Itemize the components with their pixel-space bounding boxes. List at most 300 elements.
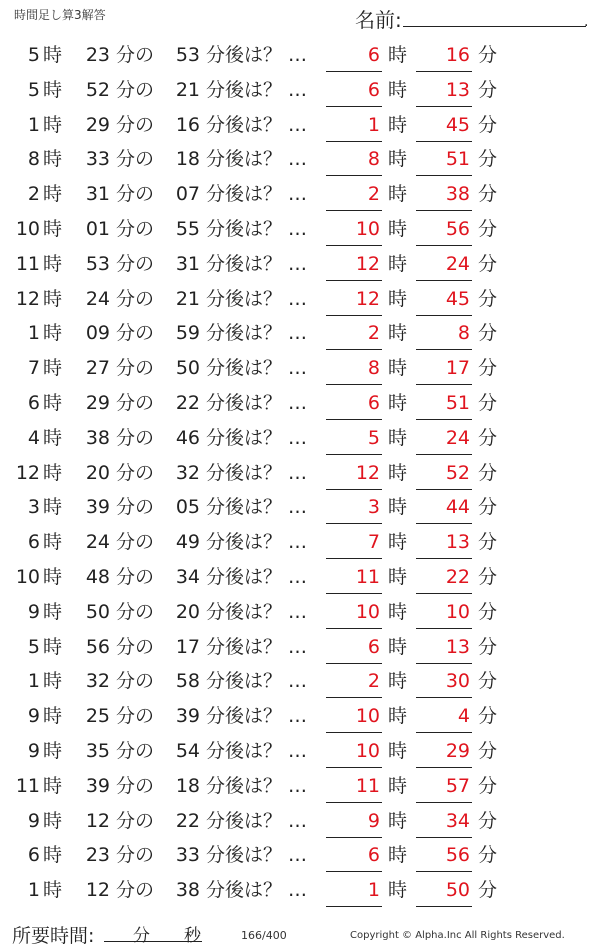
question-label: 分後は？ … — [206, 705, 308, 728]
answer-hour-unit: 時 — [388, 496, 408, 519]
start-hour: 6 — [27, 392, 40, 414]
problem-row — [0, 458, 600, 493]
problem-row — [0, 736, 600, 771]
answer-minute: 51 — [445, 148, 470, 171]
answer-minute-unit: 分 — [478, 879, 498, 902]
answer-minute-field[interactable] — [416, 210, 472, 211]
answer-hour-field[interactable] — [326, 837, 382, 838]
answer-minute: 56 — [445, 844, 470, 867]
start-hour: 12 — [15, 287, 40, 310]
start-hour: 4 — [27, 426, 40, 449]
answer-hour-field[interactable] — [326, 558, 382, 559]
answer-hour: 10 — [355, 740, 380, 762]
answer-minute: 24 — [445, 426, 470, 449]
answer-hour-field[interactable] — [326, 767, 382, 768]
answer-hour: 2 — [367, 670, 380, 693]
answer-hour-field[interactable] — [326, 210, 382, 211]
answer-hour-unit: 時 — [388, 322, 408, 345]
start-minute: 31 — [85, 183, 110, 206]
time-required-label: 所要時間: — [12, 925, 95, 947]
answer-hour-unit: 時 — [388, 566, 408, 588]
added-minutes: 20 — [175, 600, 200, 623]
answer-minute: 52 — [445, 461, 470, 484]
question-label: 分後は？ … — [206, 78, 308, 101]
answer-minute-field[interactable] — [416, 593, 472, 594]
minute-of-label: 分の — [116, 148, 155, 171]
answer-minute-field[interactable] — [416, 732, 472, 733]
start-minute: 24 — [85, 531, 110, 554]
answer-hour-field[interactable] — [326, 245, 382, 246]
answer-minute-field[interactable] — [416, 628, 472, 629]
added-minutes: 07 — [175, 183, 200, 206]
problem-row — [0, 701, 600, 736]
answer-hour-field[interactable] — [326, 141, 382, 142]
start-minute: 24 — [85, 287, 110, 310]
question-label: 分後は？ … — [206, 670, 308, 693]
answer-minute: 34 — [445, 809, 470, 832]
start-minute: 52 — [85, 78, 110, 101]
added-minutes: 46 — [175, 426, 200, 449]
added-minutes: 18 — [175, 774, 200, 797]
answer-hour-unit: 時 — [388, 740, 408, 762]
question-label: 分後は？ … — [206, 426, 308, 449]
answer-hour-unit: 時 — [388, 392, 408, 414]
answer-hour: 6 — [367, 392, 380, 414]
answer-hour-unit: 時 — [388, 287, 408, 310]
question-label: 分後は？ … — [206, 461, 308, 484]
hour-unit: 時 — [43, 148, 63, 171]
answer-hour-field[interactable] — [326, 175, 382, 176]
start-minute: 29 — [85, 392, 110, 414]
added-minutes: 54 — [175, 740, 200, 762]
start-minute: 56 — [85, 635, 110, 658]
answer-hour-unit: 時 — [388, 531, 408, 554]
answer-minute-field[interactable] — [416, 384, 472, 385]
answer-minute-unit: 分 — [478, 426, 498, 449]
start-minute: 09 — [85, 322, 110, 345]
answer-hour: 12 — [355, 287, 380, 310]
answer-minute: 44 — [445, 496, 470, 519]
question-label: 分後は？ … — [206, 809, 308, 832]
answer-hour-field[interactable] — [326, 697, 382, 698]
answer-minute-field[interactable] — [416, 906, 472, 907]
minute-of-label: 分の — [116, 496, 155, 519]
name-label: 名前: — [355, 8, 402, 32]
answer-minute: 13 — [445, 78, 470, 101]
question-label: 分後は？ … — [206, 357, 308, 380]
answer-hour-field[interactable] — [326, 906, 382, 907]
start-hour: 6 — [27, 531, 40, 554]
answer-hour-field[interactable] — [326, 454, 382, 455]
answer-minute-field[interactable] — [416, 454, 472, 455]
hour-unit: 時 — [43, 705, 63, 728]
problem-row — [0, 666, 600, 701]
answer-hour-field[interactable] — [326, 523, 382, 524]
answer-minute-field[interactable] — [416, 315, 472, 316]
problem-row — [0, 284, 600, 319]
answer-minute: 57 — [445, 774, 470, 797]
answer-hour-unit: 時 — [388, 461, 408, 484]
answer-hour-unit: 時 — [388, 78, 408, 101]
minute-of-label: 分の — [116, 774, 155, 797]
answer-minute-field[interactable] — [416, 558, 472, 559]
hour-unit: 時 — [43, 113, 63, 136]
answer-hour: 5 — [367, 426, 380, 449]
minute-of-label: 分の — [116, 78, 155, 101]
answer-hour-field[interactable] — [326, 628, 382, 629]
start-hour: 9 — [27, 740, 40, 762]
start-hour: 2 — [27, 183, 40, 206]
answer-hour: 6 — [367, 44, 380, 66]
answer-hour-unit: 時 — [388, 218, 408, 240]
answer-minute: 8 — [457, 322, 470, 345]
added-minutes: 59 — [175, 322, 200, 345]
answer-hour: 1 — [367, 113, 380, 136]
answer-minute-field[interactable] — [416, 141, 472, 142]
answer-hour-field[interactable] — [326, 732, 382, 733]
hour-unit: 時 — [43, 183, 63, 206]
answer-hour-field[interactable] — [326, 802, 382, 803]
copyright-notice: Copyright © Alpha.Inc All Rights Reserved. — [350, 930, 565, 941]
answer-minute: 38 — [445, 183, 470, 206]
answer-hour-unit: 時 — [388, 357, 408, 380]
hour-unit: 時 — [43, 844, 63, 867]
answer-minute: 10 — [445, 600, 470, 623]
answer-minute-unit: 分 — [478, 774, 498, 797]
answer-minute-unit: 分 — [478, 600, 498, 623]
answer-minute-unit: 分 — [478, 322, 498, 345]
question-label: 分後は？ … — [206, 148, 308, 171]
problem-row — [0, 353, 600, 388]
answer-minute-field[interactable] — [416, 245, 472, 246]
question-label: 分後は？ … — [206, 183, 308, 206]
answer-minute: 56 — [445, 218, 470, 240]
answer-hour-unit: 時 — [388, 670, 408, 693]
hour-unit: 時 — [43, 566, 63, 588]
answer-minute-unit: 分 — [478, 496, 498, 519]
answer-hour-unit: 時 — [388, 44, 408, 66]
answer-hour: 11 — [355, 566, 380, 588]
question-label: 分後は？ … — [206, 322, 308, 345]
answer-hour-field[interactable] — [326, 106, 382, 107]
answer-hour-field[interactable] — [326, 593, 382, 594]
added-minutes: 58 — [175, 670, 200, 693]
problem-row — [0, 75, 600, 110]
answer-hour-unit: 時 — [388, 183, 408, 206]
answer-minute: 13 — [445, 635, 470, 658]
start-hour: 5 — [27, 44, 40, 66]
answer-minute-field[interactable] — [416, 175, 472, 176]
added-minutes: 16 — [175, 113, 200, 136]
question-label: 分後は？ … — [206, 44, 308, 66]
hour-unit: 時 — [43, 879, 63, 902]
answer-hour-unit: 時 — [388, 600, 408, 623]
hour-unit: 時 — [43, 44, 63, 66]
question-label: 分後は？ … — [206, 218, 308, 240]
answer-hour: 10 — [355, 218, 380, 240]
page-number: 166/400 — [241, 929, 287, 942]
added-minutes: 18 — [175, 148, 200, 171]
start-hour: 9 — [27, 600, 40, 623]
time-minute-unit: 分 — [133, 926, 150, 946]
hour-unit: 時 — [43, 287, 63, 310]
answer-minute-unit: 分 — [478, 252, 498, 275]
question-label: 分後は？ … — [206, 774, 308, 797]
hour-unit: 時 — [43, 635, 63, 658]
answer-hour-unit: 時 — [388, 113, 408, 136]
answer-hour-field[interactable] — [326, 384, 382, 385]
answer-minute-unit: 分 — [478, 461, 498, 484]
answer-hour-unit: 時 — [388, 705, 408, 728]
answer-hour-field[interactable] — [326, 349, 382, 350]
answer-minute: 13 — [445, 531, 470, 554]
answer-minute-unit: 分 — [478, 809, 498, 832]
answer-hour: 1 — [367, 879, 380, 902]
start-minute: 25 — [85, 705, 110, 728]
added-minutes: 55 — [175, 218, 200, 240]
answer-hour: 6 — [367, 78, 380, 101]
added-minutes: 34 — [175, 566, 200, 588]
name-dot: . — [584, 14, 589, 30]
answer-hour: 6 — [367, 844, 380, 867]
added-minutes: 21 — [175, 78, 200, 101]
start-hour: 5 — [27, 78, 40, 101]
minute-of-label: 分の — [116, 670, 155, 693]
question-label: 分後は？ … — [206, 879, 308, 902]
answer-minute-unit: 分 — [478, 44, 498, 66]
answer-hour-field[interactable] — [326, 315, 382, 316]
answer-minute-field[interactable] — [416, 802, 472, 803]
answer-minute-unit: 分 — [478, 183, 498, 206]
answer-minute: 51 — [445, 392, 470, 414]
question-label: 分後は？ … — [206, 600, 308, 623]
name-field[interactable] — [403, 26, 586, 27]
start-hour: 9 — [27, 705, 40, 728]
answer-minute-field[interactable] — [416, 106, 472, 107]
problem-row — [0, 597, 600, 632]
start-hour: 11 — [15, 774, 40, 797]
minute-of-label: 分の — [116, 252, 155, 275]
minute-of-label: 分の — [116, 322, 155, 345]
start-hour: 10 — [15, 566, 40, 588]
hour-unit: 時 — [43, 357, 63, 380]
start-minute: 29 — [85, 113, 110, 136]
minute-of-label: 分の — [116, 392, 155, 414]
start-minute: 20 — [85, 461, 110, 484]
answer-hour: 12 — [355, 252, 380, 275]
hour-unit: 時 — [43, 218, 63, 240]
answer-minute-field[interactable] — [416, 837, 472, 838]
answer-hour-field[interactable] — [326, 419, 382, 420]
answer-minute-unit: 分 — [478, 740, 498, 762]
answer-minute: 22 — [445, 566, 470, 588]
added-minutes: 05 — [175, 496, 200, 519]
answer-minute-field[interactable] — [416, 663, 472, 664]
start-hour: 3 — [27, 496, 40, 519]
hour-unit: 時 — [43, 531, 63, 554]
answer-hour: 3 — [367, 496, 380, 519]
answer-minute: 30 — [445, 670, 470, 693]
answer-minute-field[interactable] — [416, 349, 472, 350]
answer-minute-field[interactable] — [416, 697, 472, 698]
minute-of-label: 分の — [116, 218, 155, 240]
start-hour: 11 — [15, 252, 40, 275]
start-minute: 01 — [85, 218, 110, 240]
answer-hour-field[interactable] — [326, 663, 382, 664]
question-label: 分後は？ … — [206, 740, 308, 762]
question-label: 分後は？ … — [206, 844, 308, 867]
minute-of-label: 分の — [116, 287, 155, 310]
answer-minute-field[interactable] — [416, 71, 472, 72]
answer-minute-unit: 分 — [478, 148, 498, 171]
question-label: 分後は？ … — [206, 566, 308, 588]
problem-row — [0, 527, 600, 562]
start-hour: 1 — [27, 113, 40, 136]
answer-minute-unit: 分 — [478, 357, 498, 380]
minute-of-label: 分の — [116, 426, 155, 449]
answer-minute-field[interactable] — [416, 523, 472, 524]
problem-row — [0, 875, 600, 910]
problem-row — [0, 632, 600, 667]
answer-minute-field[interactable] — [416, 489, 472, 490]
problem-row — [0, 806, 600, 841]
answer-minute-field[interactable] — [416, 871, 472, 872]
answer-hour-field[interactable] — [326, 280, 382, 281]
added-minutes: 22 — [175, 809, 200, 832]
added-minutes: 22 — [175, 392, 200, 414]
problem-row — [0, 388, 600, 423]
answer-minute-unit: 分 — [478, 218, 498, 240]
minute-of-label: 分の — [116, 531, 155, 554]
start-hour: 1 — [27, 879, 40, 902]
hour-unit: 時 — [43, 740, 63, 762]
minute-of-label: 分の — [116, 879, 155, 902]
answer-minute: 45 — [445, 287, 470, 310]
problem-row — [0, 249, 600, 284]
answer-minute-unit: 分 — [478, 287, 498, 310]
answer-hour-unit: 時 — [388, 426, 408, 449]
start-minute: 32 — [85, 670, 110, 693]
answer-minute-unit: 分 — [478, 78, 498, 101]
start-hour: 8 — [27, 148, 40, 171]
start-hour: 7 — [27, 357, 40, 380]
answer-hour: 6 — [367, 635, 380, 658]
hour-unit: 時 — [43, 426, 63, 449]
start-hour: 1 — [27, 322, 40, 345]
start-minute: 12 — [85, 809, 110, 832]
start-hour: 12 — [15, 461, 40, 484]
answer-hour-unit: 時 — [388, 844, 408, 867]
answer-minute-unit: 分 — [478, 670, 498, 693]
start-minute: 23 — [85, 44, 110, 66]
start-minute: 39 — [85, 774, 110, 797]
answer-hour-field[interactable] — [326, 71, 382, 72]
question-label: 分後は？ … — [206, 113, 308, 136]
problem-row — [0, 423, 600, 458]
minute-of-label: 分の — [116, 844, 155, 867]
answer-hour-field[interactable] — [326, 871, 382, 872]
answer-hour: 12 — [355, 461, 380, 484]
question-label: 分後は？ … — [206, 392, 308, 414]
minute-of-label: 分の — [116, 809, 155, 832]
added-minutes: 49 — [175, 531, 200, 554]
answer-hour: 8 — [367, 148, 380, 171]
added-minutes: 32 — [175, 461, 200, 484]
answer-minute: 29 — [445, 740, 470, 762]
start-minute: 38 — [85, 426, 110, 449]
start-minute: 39 — [85, 496, 110, 519]
hour-unit: 時 — [43, 670, 63, 693]
answer-hour: 2 — [367, 322, 380, 345]
answer-minute-field[interactable] — [416, 280, 472, 281]
hour-unit: 時 — [43, 322, 63, 345]
problem-row — [0, 40, 600, 75]
answer-minute-field[interactable] — [416, 767, 472, 768]
hour-unit: 時 — [43, 774, 63, 797]
question-label: 分後は？ … — [206, 496, 308, 519]
answer-minute-unit: 分 — [478, 635, 498, 658]
problem-row — [0, 492, 600, 527]
added-minutes: 31 — [175, 252, 200, 275]
minute-of-label: 分の — [116, 183, 155, 206]
answer-hour: 7 — [367, 531, 380, 554]
start-hour: 10 — [15, 218, 40, 240]
answer-hour-unit: 時 — [388, 148, 408, 171]
start-minute: 50 — [85, 600, 110, 623]
start-minute: 23 — [85, 844, 110, 867]
added-minutes: 33 — [175, 844, 200, 867]
minute-of-label: 分の — [116, 705, 155, 728]
hour-unit: 時 — [43, 809, 63, 832]
added-minutes: 38 — [175, 879, 200, 902]
answer-minute: 16 — [445, 44, 470, 66]
problem-row — [0, 318, 600, 353]
question-label: 分後は？ … — [206, 635, 308, 658]
answer-minute-unit: 分 — [478, 566, 498, 588]
hour-unit: 時 — [43, 78, 63, 101]
question-label: 分後は？ … — [206, 531, 308, 554]
start-minute: 35 — [85, 740, 110, 762]
answer-minute-field[interactable] — [416, 419, 472, 420]
problem-row — [0, 214, 600, 249]
minute-of-label: 分の — [116, 357, 155, 380]
answer-hour: 10 — [355, 600, 380, 623]
problem-row — [0, 840, 600, 875]
hour-unit: 時 — [43, 392, 63, 414]
answer-hour: 9 — [367, 809, 380, 832]
answer-minute-unit: 分 — [478, 392, 498, 414]
start-minute: 27 — [85, 357, 110, 380]
answer-hour-unit: 時 — [388, 252, 408, 275]
answer-minute: 50 — [445, 879, 470, 902]
answer-hour: 10 — [355, 705, 380, 728]
answer-hour: 8 — [367, 357, 380, 380]
answer-hour: 11 — [355, 774, 380, 797]
answer-minute-unit: 分 — [478, 113, 498, 136]
added-minutes: 21 — [175, 287, 200, 310]
answer-hour-field[interactable] — [326, 489, 382, 490]
answer-minute: 24 — [445, 252, 470, 275]
start-hour: 5 — [27, 635, 40, 658]
minute-of-label: 分の — [116, 113, 155, 136]
hour-unit: 時 — [43, 496, 63, 519]
hour-unit: 時 — [43, 600, 63, 623]
added-minutes: 39 — [175, 705, 200, 728]
minute-of-label: 分の — [116, 740, 155, 762]
problem-row — [0, 562, 600, 597]
worksheet-title: 時間足し算3解答 — [14, 8, 106, 22]
answer-hour-unit: 時 — [388, 879, 408, 902]
